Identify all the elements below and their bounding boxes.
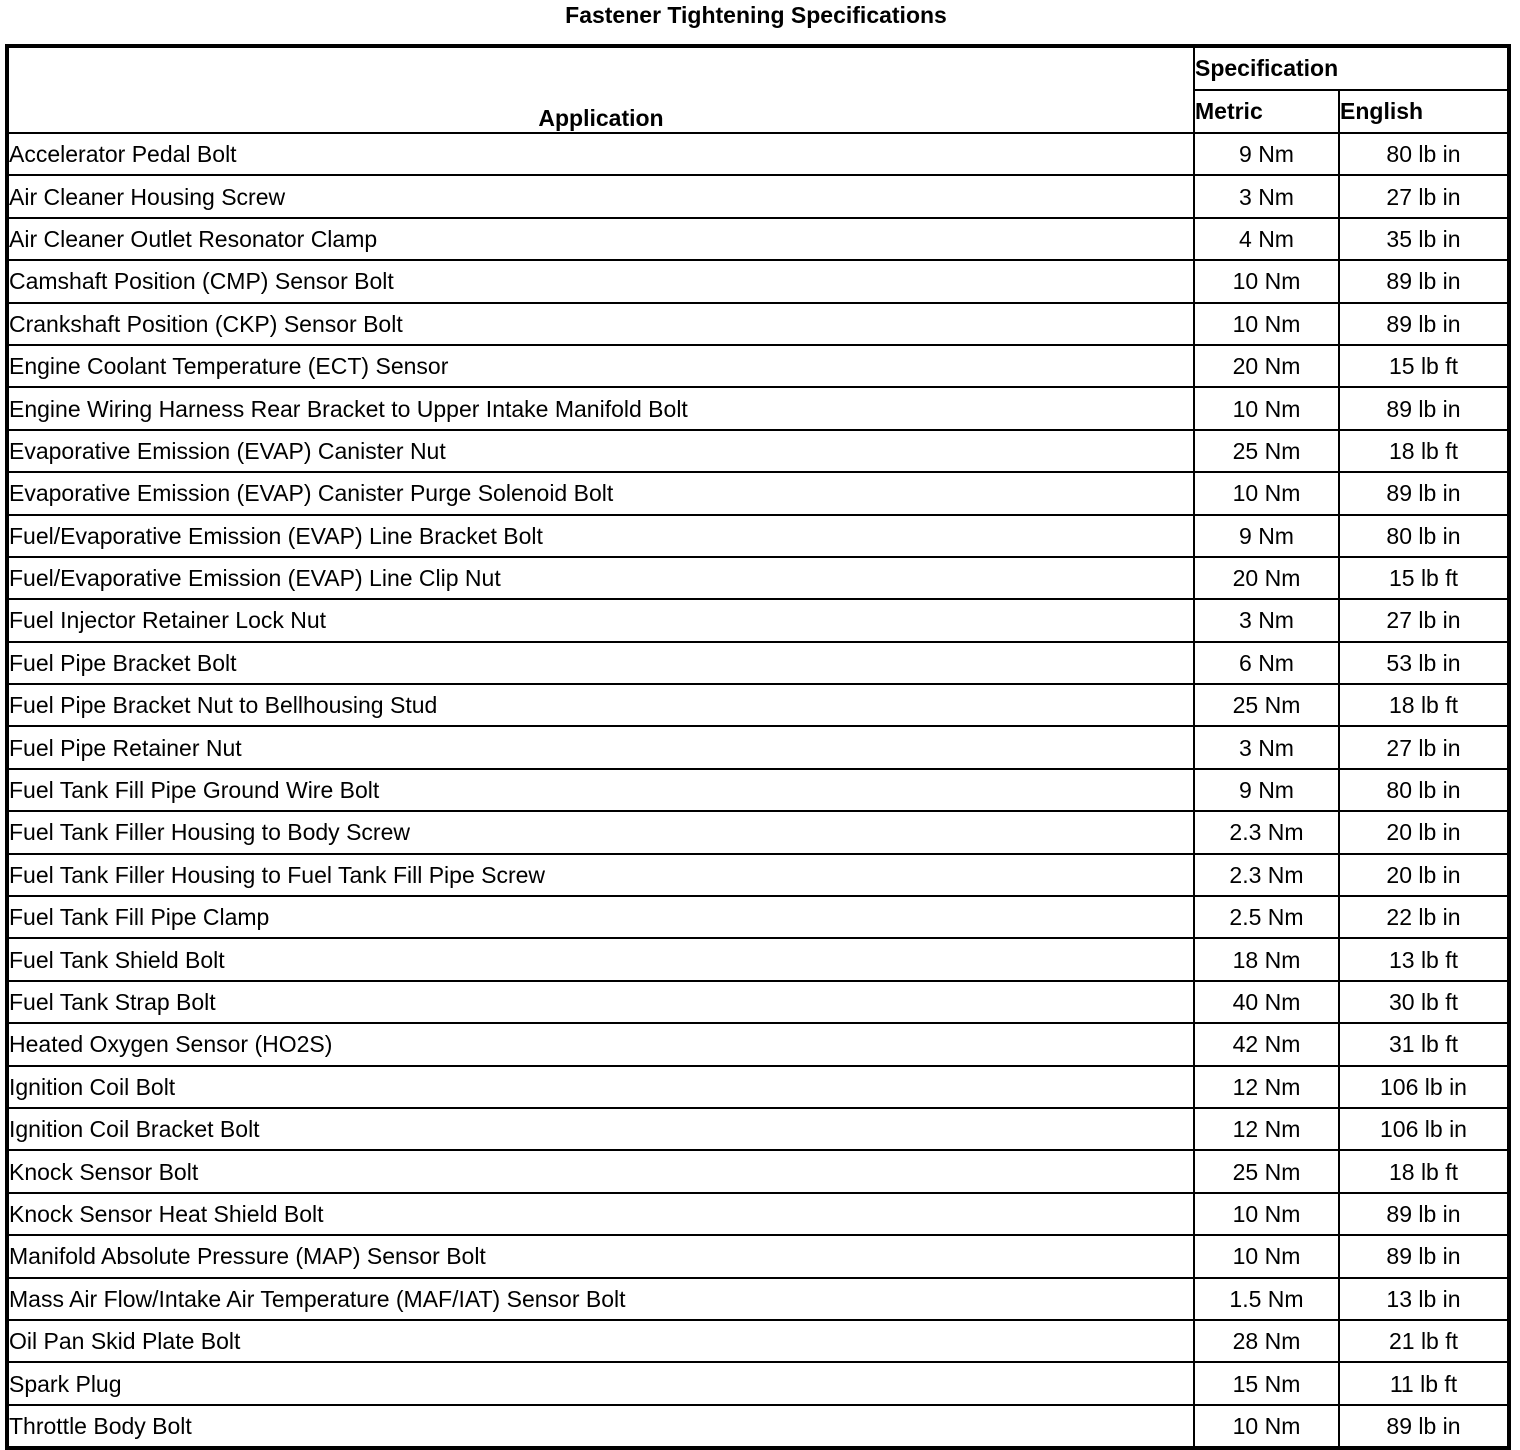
cell-metric: 1.5 Nm: [1194, 1278, 1339, 1320]
table-row: [7, 811, 1509, 853]
cell-metric: 40 Nm: [1194, 981, 1339, 1023]
cell-english: 106 lb in: [1339, 1066, 1509, 1108]
cell-metric: 28 Nm: [1194, 1320, 1339, 1362]
cell-english: 89 lb in: [1339, 387, 1509, 429]
cell-application: Fuel Pipe Retainer Nut: [7, 726, 1194, 768]
table-row: [7, 133, 1509, 175]
cell-application: Heated Oxygen Sensor (HO2S): [7, 1023, 1194, 1065]
cell-metric: 10 Nm: [1194, 472, 1339, 514]
cell-english: 89 lb in: [1339, 1235, 1509, 1277]
cell-english: 80 lb in: [1339, 133, 1509, 175]
cell-english: 89 lb in: [1339, 260, 1509, 302]
cell-application: Fuel Tank Shield Bolt: [7, 938, 1194, 980]
table-row: [7, 854, 1509, 896]
table-row: [7, 303, 1509, 345]
cell-english: 11 lb ft: [1339, 1362, 1509, 1404]
cell-english: 21 lb ft: [1339, 1320, 1509, 1362]
cell-metric: 10 Nm: [1194, 1235, 1339, 1277]
table-row: [7, 1405, 1509, 1448]
cell-application: Engine Coolant Temperature (ECT) Sensor: [7, 345, 1194, 387]
cell-metric: 25 Nm: [1194, 1150, 1339, 1192]
cell-metric: 10 Nm: [1194, 387, 1339, 429]
cell-metric: 2.3 Nm: [1194, 811, 1339, 853]
table-row: [7, 515, 1509, 557]
table-row: [7, 896, 1509, 938]
cell-english: 89 lb in: [1339, 1405, 1509, 1448]
cell-english: 80 lb in: [1339, 515, 1509, 557]
table-row: [7, 769, 1509, 811]
cell-metric: 10 Nm: [1194, 1405, 1339, 1448]
cell-application: Fuel Tank Strap Bolt: [7, 981, 1194, 1023]
cell-metric: 3 Nm: [1194, 726, 1339, 768]
cell-application: Air Cleaner Housing Screw: [7, 175, 1194, 217]
cell-application: Accelerator Pedal Bolt: [7, 133, 1194, 175]
cell-application: Knock Sensor Bolt: [7, 1150, 1194, 1192]
cell-application: Fuel Pipe Bracket Bolt: [7, 642, 1194, 684]
cell-metric: 2.5 Nm: [1194, 896, 1339, 938]
cell-application: Fuel Tank Filler Housing to Body Screw: [7, 811, 1194, 853]
cell-application: Evaporative Emission (EVAP) Canister Nut: [7, 430, 1194, 472]
cell-metric: 25 Nm: [1194, 684, 1339, 726]
table-row: [7, 726, 1509, 768]
cell-application: Air Cleaner Outlet Resonator Clamp: [7, 218, 1194, 260]
table-row: [7, 472, 1509, 514]
cell-metric: 12 Nm: [1194, 1066, 1339, 1108]
table-row: [7, 1235, 1509, 1277]
table-row: [7, 1066, 1509, 1108]
cell-metric: 10 Nm: [1194, 260, 1339, 302]
cell-english: 35 lb in: [1339, 218, 1509, 260]
cell-metric: 4 Nm: [1194, 218, 1339, 260]
header-english: English: [1339, 90, 1509, 133]
cell-english: 15 lb ft: [1339, 557, 1509, 599]
cell-english: 27 lb in: [1339, 726, 1509, 768]
cell-english: 80 lb in: [1339, 769, 1509, 811]
header-metric: Metric: [1194, 90, 1339, 133]
cell-metric: 10 Nm: [1194, 1193, 1339, 1235]
cell-english: 13 lb ft: [1339, 938, 1509, 980]
cell-metric: 2.3 Nm: [1194, 854, 1339, 896]
cell-english: 89 lb in: [1339, 1193, 1509, 1235]
table-row: [7, 387, 1509, 429]
cell-english: 89 lb in: [1339, 472, 1509, 514]
table-header: [7, 46, 1509, 133]
cell-metric: 42 Nm: [1194, 1023, 1339, 1065]
cell-english: 18 lb ft: [1339, 684, 1509, 726]
table-body: [7, 133, 1509, 1448]
table-row: [7, 430, 1509, 472]
cell-metric: 3 Nm: [1194, 175, 1339, 217]
cell-english: 27 lb in: [1339, 599, 1509, 641]
cell-application: Fuel Injector Retainer Lock Nut: [7, 599, 1194, 641]
cell-english: 22 lb in: [1339, 896, 1509, 938]
table-row: [7, 1320, 1509, 1362]
cell-application: Fuel Tank Fill Pipe Ground Wire Bolt: [7, 769, 1194, 811]
table-row: [7, 599, 1509, 641]
table-row: [7, 1193, 1509, 1235]
header-application: Application: [7, 46, 1194, 133]
cell-application: Ignition Coil Bracket Bolt: [7, 1108, 1194, 1150]
table-row: [7, 1023, 1509, 1065]
cell-english: 31 lb ft: [1339, 1023, 1509, 1065]
cell-metric: 12 Nm: [1194, 1108, 1339, 1150]
cell-english: 20 lb in: [1339, 854, 1509, 896]
cell-metric: 3 Nm: [1194, 599, 1339, 641]
cell-application: Oil Pan Skid Plate Bolt: [7, 1320, 1194, 1362]
cell-metric: 20 Nm: [1194, 345, 1339, 387]
cell-english: 53 lb in: [1339, 642, 1509, 684]
cell-english: 30 lb ft: [1339, 981, 1509, 1023]
cell-application: Throttle Body Bolt: [7, 1405, 1194, 1448]
cell-english: 18 lb ft: [1339, 430, 1509, 472]
spec-table: [5, 44, 1511, 1450]
cell-metric: 18 Nm: [1194, 938, 1339, 980]
cell-metric: 9 Nm: [1194, 133, 1339, 175]
table-row: [7, 981, 1509, 1023]
cell-metric: 20 Nm: [1194, 557, 1339, 599]
cell-english: 15 lb ft: [1339, 345, 1509, 387]
cell-metric: 10 Nm: [1194, 303, 1339, 345]
cell-english: 20 lb in: [1339, 811, 1509, 853]
cell-metric: 6 Nm: [1194, 642, 1339, 684]
cell-application: Crankshaft Position (CKP) Sensor Bolt: [7, 303, 1194, 345]
cell-application: Mass Air Flow/Intake Air Temperature (MAF/IAT) Sensor Bolt: [7, 1278, 1194, 1320]
table-row: [7, 1150, 1509, 1192]
table-row: [7, 684, 1509, 726]
cell-english: 13 lb in: [1339, 1278, 1509, 1320]
table-row: [7, 1278, 1509, 1320]
table-row: [7, 345, 1509, 387]
cell-metric: 9 Nm: [1194, 515, 1339, 557]
cell-application: Spark Plug: [7, 1362, 1194, 1404]
table-row: [7, 218, 1509, 260]
table-row: [7, 1362, 1509, 1404]
table-row: [7, 260, 1509, 302]
table-row: [7, 642, 1509, 684]
table-row: [7, 175, 1509, 217]
cell-metric: 25 Nm: [1194, 430, 1339, 472]
cell-application: Knock Sensor Heat Shield Bolt: [7, 1193, 1194, 1235]
cell-metric: 15 Nm: [1194, 1362, 1339, 1404]
cell-application: Fuel/Evaporative Emission (EVAP) Line Clip Nut: [7, 557, 1194, 599]
table-row: [7, 938, 1509, 980]
cell-english: 18 lb ft: [1339, 1150, 1509, 1192]
table-row: [7, 557, 1509, 599]
cell-application: Fuel Tank Filler Housing to Fuel Tank Fill Pipe Screw: [7, 854, 1194, 896]
cell-metric: 9 Nm: [1194, 769, 1339, 811]
page-title: Fastener Tightening Specifications: [565, 2, 947, 28]
cell-english: 27 lb in: [1339, 175, 1509, 217]
cell-english: 106 lb in: [1339, 1108, 1509, 1150]
cell-application: Camshaft Position (CMP) Sensor Bolt: [7, 260, 1194, 302]
cell-application: Ignition Coil Bolt: [7, 1066, 1194, 1108]
cell-application: Fuel Tank Fill Pipe Clamp: [7, 896, 1194, 938]
cell-application: Evaporative Emission (EVAP) Canister Purge Solenoid Bolt: [7, 472, 1194, 514]
header-specification: Specification: [1194, 46, 1509, 90]
cell-english: 89 lb in: [1339, 303, 1509, 345]
table-row: [7, 1108, 1509, 1150]
cell-application: Manifold Absolute Pressure (MAP) Sensor Bolt: [7, 1235, 1194, 1277]
cell-application: Fuel/Evaporative Emission (EVAP) Line Bracket Bolt: [7, 515, 1194, 557]
cell-application: Fuel Pipe Bracket Nut to Bellhousing Stud: [7, 684, 1194, 726]
cell-application: Engine Wiring Harness Rear Bracket to Upper Intake Manifold Bolt: [7, 387, 1194, 429]
